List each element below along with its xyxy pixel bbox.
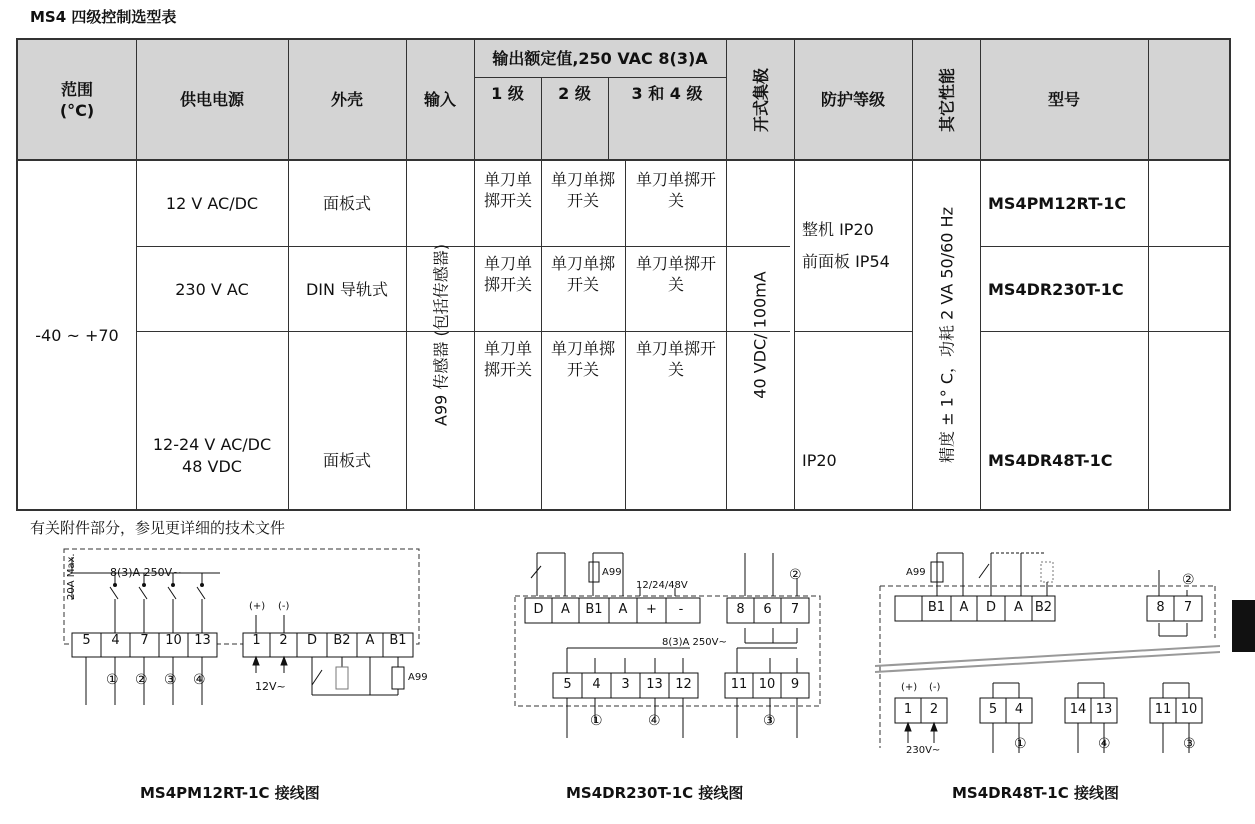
header-input: 输入 [423, 90, 456, 109]
terminal: B2 [333, 633, 351, 648]
terminal: 14 [1069, 702, 1087, 717]
stage-mark: ③ [164, 672, 177, 688]
d2-supply: 12/24/48V [636, 580, 688, 591]
header-output-rating: 输出额定值,250 VAC 8(3)A [492, 49, 708, 68]
terminal: 4 [1014, 702, 1024, 717]
header-stage1: 1 级 [491, 84, 524, 103]
header-model: 型号 [1047, 90, 1080, 109]
terminal: A [959, 600, 969, 615]
terminal: 13 [1095, 702, 1113, 717]
row2-stage2: 单刀单掷开关 [550, 254, 615, 294]
d3-sensor: A99 [906, 567, 926, 578]
d1-supply: 12V~ [255, 680, 286, 693]
d3-mark-1: ① [1014, 736, 1027, 752]
d1-max: 20A Max. [66, 553, 77, 600]
terminal: A [365, 633, 375, 648]
terminal: 1 [903, 702, 913, 717]
d2-terminals-top [525, 602, 700, 617]
terminal: A [1014, 600, 1023, 615]
terminal: 11 [1154, 702, 1172, 717]
d1-rating: 8(3)A 250V~ [110, 566, 182, 579]
terminal [895, 600, 922, 615]
input-value: A99 传感器 (包括传感器) [431, 244, 451, 426]
d2-mark-3: ③ [763, 713, 776, 729]
header-open-collector: 开式集极 [751, 67, 771, 133]
terminal: 7 [1183, 600, 1193, 615]
d1-stage-marks [106, 672, 226, 688]
d3-mark-2: ② [1182, 572, 1195, 588]
page-title: MS4 四级控制选型表 [30, 8, 177, 26]
terminal: D [533, 602, 544, 617]
stage-mark: ④ [193, 672, 206, 688]
header-range-label: 范围 [60, 79, 93, 99]
terminal: 7 [140, 633, 149, 648]
d2-terminals-bottom-right [725, 677, 809, 692]
terminal: 4 [592, 677, 601, 692]
row3-power-line2: 48 VDC [182, 456, 242, 476]
terminal: 8 [736, 602, 745, 617]
header-power: 供电电源 [179, 90, 244, 109]
terminal: A [618, 602, 628, 617]
d3-mark-3: ③ [1183, 736, 1196, 752]
terminal: D [985, 600, 996, 615]
d2-caption: MS4DR230T-1C 接线图 [566, 784, 744, 802]
attachment-note: 有关附件部分，参见更详细的技术文件 [30, 519, 286, 537]
header-housing: 外壳 [330, 90, 363, 109]
protection-2: IP20 [802, 451, 837, 470]
row2-power: 230 V AC [175, 279, 249, 299]
d3-terminals-supply [895, 702, 947, 717]
terminal: B1 [927, 600, 946, 615]
header-stage2: 2 级 [558, 84, 591, 103]
d3-terminals-top [895, 600, 1055, 615]
terminal: 10 [165, 633, 182, 648]
terminal: 11 [730, 677, 748, 692]
d3-terminals-stage3 [1150, 702, 1202, 717]
col-line [912, 40, 913, 509]
terminal: 10 [758, 677, 776, 692]
terminal: 13 [194, 633, 211, 648]
row3-stage2: 单刀单掷开关 [550, 339, 615, 379]
d3-supply: 230V~ [906, 745, 941, 756]
col-line [625, 161, 626, 509]
terminal: 12 [675, 677, 692, 692]
terminal: 4 [111, 633, 120, 648]
selection-table [16, 38, 1231, 511]
row1-stage2: 单刀单掷开关 [550, 170, 615, 210]
row3-power-line1: 12-24 V AC/DC [152, 434, 272, 454]
d1-sensor: A99 [408, 672, 428, 683]
d2-sensor: A99 [602, 567, 622, 578]
header-range-unit: (°C) [59, 100, 95, 120]
terminal: 6 [763, 602, 772, 617]
terminal: 3 [621, 677, 630, 692]
terminal: 8 [1156, 600, 1165, 615]
row2-stage1: 单刀单掷开关 [483, 254, 532, 294]
other-value: 精度 ± 1° C，功耗 2 VA 50/60 Hz [937, 207, 957, 463]
d3-minus: (-) [929, 682, 941, 693]
terminal: - [678, 602, 684, 617]
page-side-tab [1232, 600, 1255, 652]
d1-minus: (-) [278, 601, 290, 612]
d2-terminals-top-right [727, 602, 809, 617]
d2-mark-4: ④ [648, 713, 661, 729]
protection-1-line2: 前面板 IP54 [802, 252, 890, 271]
d2-mark-1: ① [590, 713, 603, 729]
row1-housing: 面板式 [322, 194, 371, 213]
d3-plus: (+) [901, 682, 918, 693]
d3-mark-4: ④ [1098, 736, 1111, 752]
terminal: 1 [252, 633, 261, 648]
header-protection: 防护等级 [820, 90, 885, 109]
terminal: B2 [1034, 600, 1053, 615]
row2-stage34: 单刀单掷开关 [635, 254, 716, 294]
stage-mark: ① [106, 672, 119, 688]
row3-housing: 面板式 [322, 451, 371, 470]
terminal: D [306, 633, 317, 648]
protection-1-line1: 整机 IP20 [802, 220, 874, 239]
d3-terminals-stage1 [980, 702, 1032, 717]
d1-terminals-a [72, 633, 217, 648]
row1-model: MS4PM12RT-1C [988, 194, 1127, 213]
col-line [1148, 40, 1149, 509]
row1-power: 12 V AC/DC [165, 194, 259, 213]
col-line [541, 161, 542, 509]
terminal: 5 [988, 702, 998, 717]
row2-model: MS4DR230T-1C [988, 279, 1124, 299]
d2-terminals-bottom [553, 677, 698, 692]
row3-model: MS4DR48T-1C [988, 451, 1113, 470]
terminal: A [561, 602, 570, 617]
header-stage34: 3 和 4 级 [631, 84, 703, 103]
header-range [18, 40, 136, 159]
terminal: 5 [82, 633, 91, 648]
protection-1 [794, 161, 912, 331]
terminal: 10 [1180, 702, 1198, 717]
wiring-diagram-2 [505, 548, 825, 748]
d3-terminals-top-right [1147, 600, 1202, 615]
d1-plus: (+) [249, 601, 266, 612]
terminal: 2 [279, 633, 288, 648]
header-other: 其它性能 [937, 67, 957, 133]
terminal: B1 [389, 633, 407, 648]
row3-stage1: 单刀单掷开关 [483, 339, 532, 379]
range-value: -40 ~ +70 [35, 325, 119, 345]
open-collector-value: 40 VDC/ 100mA [750, 271, 770, 399]
terminal: 7 [790, 602, 800, 617]
row3-stage34: 单刀单掷开关 [635, 339, 716, 379]
col-line [726, 40, 727, 509]
terminal: 2 [929, 702, 939, 717]
terminal: B1 [585, 602, 603, 617]
terminal: + [646, 602, 657, 617]
d1-caption: MS4PM12RT-1C 接线图 [140, 784, 320, 802]
d1-terminals-b [243, 633, 413, 648]
terminal: 9 [790, 677, 800, 692]
d3-terminals-stage4 [1065, 702, 1117, 717]
terminal: 5 [563, 677, 572, 692]
row1-stage1: 单刀单掷开关 [483, 170, 532, 210]
d2-mark-2: ② [789, 567, 802, 583]
row3-power [136, 332, 288, 509]
d3-caption: MS4DR48T-1C 接线图 [952, 784, 1119, 802]
terminal: 13 [646, 677, 663, 692]
row1-stage34: 单刀单掷开关 [635, 170, 716, 210]
stage-mark: ② [135, 672, 148, 688]
wiring-diagram-3 [875, 548, 1220, 758]
row2-housing: DIN 导轨式 [305, 279, 389, 299]
d2-rating: 8(3)A 250V~ [662, 637, 727, 648]
